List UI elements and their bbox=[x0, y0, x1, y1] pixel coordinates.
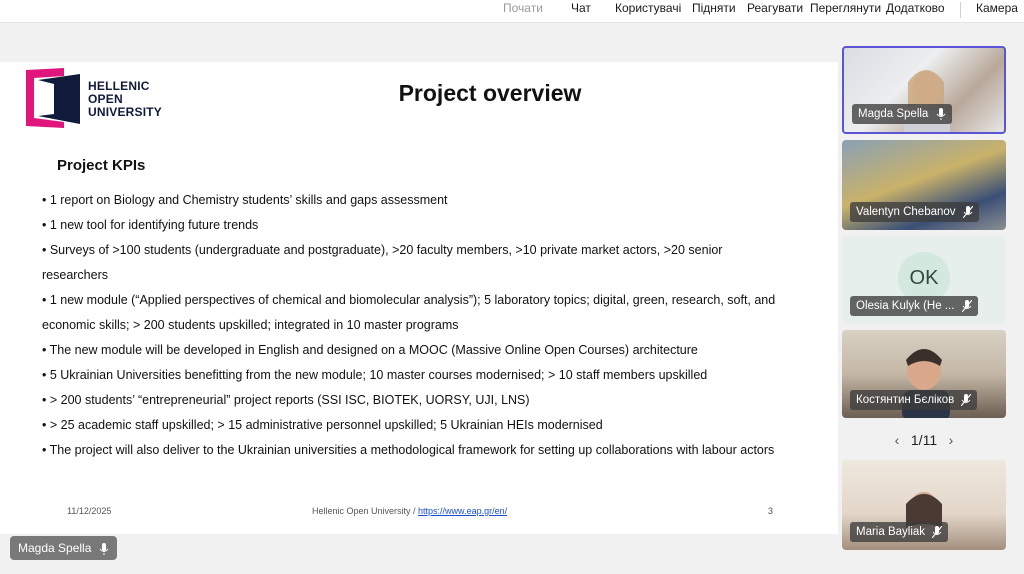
microphone-muted-icon bbox=[963, 206, 973, 218]
footer-org-text: Hellenic Open University / bbox=[312, 506, 419, 516]
participant-tile-kostiantyn[interactable] bbox=[842, 330, 1006, 418]
microphone-icon bbox=[936, 108, 946, 120]
kpi-bullet: • 1 report on Biology and Chemistry students’ skills and gaps assessment bbox=[42, 193, 448, 207]
participant-pager bbox=[842, 428, 1006, 452]
footer-link[interactable]: https://www.eap.gr/en/ bbox=[418, 506, 508, 516]
microphone-muted-icon bbox=[932, 526, 942, 538]
participant-tile-maria[interactable] bbox=[842, 460, 1006, 550]
participant-tile-valentyn[interactable] bbox=[842, 140, 1006, 230]
kpi-bullet: • > 25 academic staff upskilled; > 15 administrative personnel upskilled; 5 Ukrainian HEIs modernised bbox=[42, 418, 603, 432]
participant-name-chip: Valentyn Chebanov bbox=[850, 202, 979, 222]
microphone-icon bbox=[99, 543, 109, 555]
participant-name-chip: Magda Spella bbox=[852, 104, 952, 124]
kpi-bullet: • The new module will be developed in English and designed on a MOOC (Massive Online Open Courses) architecture bbox=[42, 343, 698, 357]
shared-slide bbox=[0, 62, 838, 534]
slide-footer-org bbox=[312, 506, 507, 516]
kpi-bullet: • > 200 students’ “entrepreneurial” project reports (SSI ISC, BIOTEK, UORSY, UJI, LNS) bbox=[42, 393, 530, 407]
active-speaker-chip: Magda Spella bbox=[10, 536, 117, 560]
chevron-left-icon[interactable]: ‹ bbox=[894, 432, 900, 448]
kpi-bullet: • 5 Ukrainian Universities benefitting from the new module; 10 master courses modernised; > 10 staff members upskilled bbox=[42, 368, 708, 382]
menu-more[interactable]: Додатково bbox=[886, 1, 945, 15]
slide-footer-page: 3 bbox=[768, 506, 774, 516]
kpi-bullet: • Surveys of >100 students (undergraduate and postgraduate), >20 faculty members, >10 private market actors, >20 senior researchers bbox=[42, 243, 723, 282]
participant-tile-magda[interactable] bbox=[842, 46, 1006, 134]
menu-start[interactable]: Почати bbox=[503, 1, 543, 15]
hellenic-open-university-logo bbox=[24, 66, 174, 128]
menu-raise-hand[interactable]: Підняти bbox=[692, 1, 736, 15]
kpi-bullet: • 1 new module (“Applied perspectives of chemical and biomolecular analysis”); 5 laboratory topics; digital, green, research, soft, and economic skills; > 200 students upskilled; integrated in 10 master programs bbox=[42, 293, 776, 332]
logo-wordmark: HELLENIC OPEN UNIVERSITY bbox=[88, 79, 163, 119]
menu-users[interactable]: Користувачі bbox=[615, 1, 682, 15]
participant-name-chip: Костянтин Бєліков bbox=[850, 390, 977, 410]
kpi-bullet-list bbox=[42, 188, 782, 463]
chevron-right-icon[interactable]: › bbox=[948, 432, 954, 448]
menu-separator bbox=[960, 2, 961, 18]
menu-view[interactable]: Переглянути bbox=[810, 1, 882, 15]
menu-camera[interactable]: Камера bbox=[976, 1, 1018, 15]
hou-logo-icon bbox=[24, 66, 84, 128]
slide-footer-date: 11/12/2025 bbox=[67, 506, 112, 516]
kpi-bullet: • The project will also deliver to the Ukrainian universities a methodological framework for setting up collaborations with labour actors bbox=[42, 443, 775, 457]
top-menu-bar bbox=[0, 0, 1024, 23]
microphone-muted-icon bbox=[961, 394, 971, 406]
kpi-heading: Project KPIs bbox=[57, 157, 146, 174]
participant-tile-olesia[interactable] bbox=[842, 236, 1006, 324]
participant-avatar: OK bbox=[898, 252, 950, 304]
microphone-muted-icon bbox=[962, 300, 972, 312]
participant-name-chip: Maria Bayliak bbox=[850, 522, 948, 542]
menu-chat[interactable]: Чат bbox=[571, 1, 591, 15]
slide-title: Project overview bbox=[398, 80, 582, 106]
menu-react[interactable]: Реагувати bbox=[747, 1, 804, 15]
participant-name-chip: Olesia Kulyk (Не ... bbox=[850, 296, 978, 316]
kpi-bullet: • 1 new tool for identifying future trends bbox=[42, 218, 259, 232]
pager-label: 1/11 bbox=[910, 432, 938, 448]
